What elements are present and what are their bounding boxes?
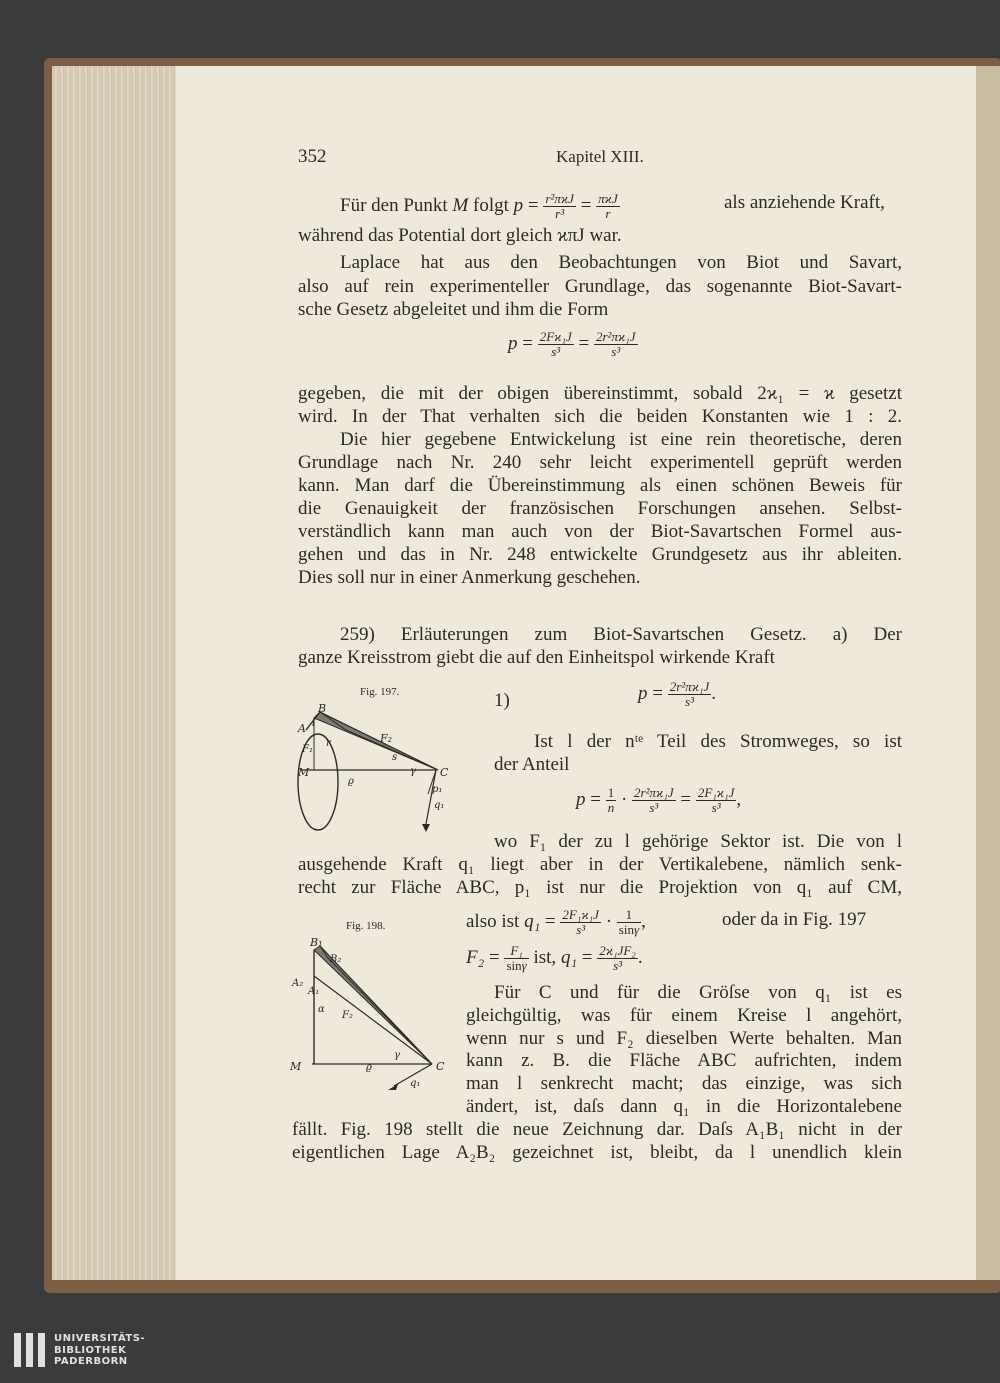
svg-text:C: C (436, 1060, 445, 1073)
text-line-2: während das Potential dort gleich ϰπJ war. (298, 225, 622, 246)
text-line-l-e: recht zur Fläche ABC, p₁ ist nur die Projektion von q₁ auf CM, (298, 877, 902, 898)
text-line-l-f-end: oder da in Fig. 197 (722, 909, 867, 930)
svg-text:α: α (318, 1004, 325, 1015)
svg-text:p₁: p₁ (432, 784, 443, 795)
svg-text:s: s (392, 752, 398, 763)
text-line-l-n: fällt. Fig. 198 stellt die neue Zeichnung dar. Daſs A₁B₁ nicht in der (292, 1119, 902, 1140)
text-line-l-l: man l senkrecht macht; das einzige, was sich (466, 1073, 902, 1094)
svg-text:ϱ: ϱ (348, 776, 354, 787)
text-line-l-a: Ist l der nᵗᵉ Teil des Stromweges, so ist (534, 731, 902, 752)
text-line-3: Laplace hat aus den Beobachtungen von Biot und Savart, (340, 252, 902, 273)
logo-bar-3 (38, 1333, 45, 1367)
text-line-6: gegeben, die mit der obigen übereinstimmt, sobald 2ϰ₁ = ϰ gesetzt (298, 383, 902, 404)
fig197-diagram (296, 700, 472, 834)
text-line-l-o: eigentlichen Lage A₂B₂ gezeichnet ist, bleibt, da l unendlich klein (292, 1142, 902, 1163)
equation-1-label: 1) (494, 690, 510, 711)
text-line-7: wird. In der That verhalten sich die beiden Konstanten wie 1 : 2. (298, 406, 902, 427)
text-line-5: sche Gesetz abgeleitet und ihm die Form (298, 299, 609, 320)
svg-text:M: M (298, 766, 310, 779)
svg-text:q₁: q₁ (410, 1078, 421, 1089)
svg-text:F₂: F₂ (342, 1010, 353, 1021)
svg-text:F₁: F₁ (302, 744, 313, 755)
library-logo-text: UNIVERSITÄTS- BIBLIOTHEK PADERBORN (54, 1333, 146, 1367)
text-line-l-d: ausgehende Kraft q₁ liegt aber in der Vertikalebene, nämlich senk- (298, 854, 902, 875)
svg-text:γ: γ (394, 1050, 400, 1061)
svg-text:M: M (290, 1060, 302, 1073)
text-line-l-m: ändert, ist, daſs dann q₁ in die Horizontalebene (466, 1096, 902, 1117)
fig197-caption: Fig. 197. (360, 686, 400, 698)
logo-bar-1 (14, 1333, 21, 1367)
page-stack (52, 66, 178, 1280)
svg-text:A: A (298, 722, 306, 735)
text-line-11: die Genauigkeit der französischen Forschungen ansehen. Selbst- (298, 498, 902, 519)
svg-text:l: l (312, 719, 315, 729)
text-line-1-end: als anziehende Kraft, (724, 192, 885, 213)
svg-text:F₂: F₂ (380, 732, 393, 745)
text-line-8: Die hier gegebene Entwickelung ist eine rein theoretische, deren (340, 429, 902, 450)
page-right-edge (976, 66, 1000, 1280)
text-line-14: Dies soll nur in einer Anmerkung geschehen. (298, 567, 641, 588)
text-line-l-h: Für C und für die Gröſse von q₁ ist es (494, 982, 902, 1003)
svg-text:C: C (440, 766, 449, 779)
svg-text:r: r (326, 738, 331, 749)
svg-text:B₂: B₂ (330, 954, 342, 965)
text-line-l-j: wenn nur s und F₂ dieselben Werte behalten. Man (466, 1028, 902, 1049)
page-number: 352 (298, 146, 327, 167)
fig198-caption: Fig. 198. (346, 920, 386, 932)
text-line-9: Grundlage nach Nr. 240 sehr leicht experimentell geprüft werden (298, 452, 902, 473)
logo-bar-2 (26, 1333, 33, 1367)
fig198-diagram (290, 936, 460, 1092)
svg-text:B: B (318, 702, 327, 715)
text-line-l-g: F₂ = $\frac{\text{F₁}}{\sin\gamma}$ ist, q₁ = $\frac{\text{2ϰ₁JF₂}}{\text{s³}}$ . (466, 943, 643, 973)
svg-text:q₁: q₁ (434, 800, 445, 811)
text-line-4: also auf rein experimenteller Grundlage, das sogenannte Biot-Savart- (298, 276, 902, 297)
section-heading-259: 259) Erläuterungen zum Biot-Savartschen Gesetz. a) Der (340, 624, 902, 645)
svg-text:A₁: A₁ (308, 986, 320, 997)
text-line-1: Für den Punkt M folgt p = $\frac{\text{r²πϰJ}}{\text{r³}}$ = $\frac{\text{πϰJ}}{r}$ (340, 191, 618, 221)
svg-text:γ: γ (410, 766, 416, 777)
text-line-10: kann. Man darf die Übereinstimmung als einen schönen Beweis für (298, 475, 902, 496)
text-line-12: verständlich kann man auch von der Biot-Savartschen Formel aus- (298, 521, 902, 542)
text-line-13: gehen und das in Nr. 248 entwickelte Grundgesetz aus ihr ableiten. (298, 544, 902, 565)
svg-text:B₁: B₁ (310, 936, 323, 949)
formula-biot-savart: p = $\frac{\text{2Fϰ₁J}}{\text{s³}}$ = $\frac{\text{2r²πϰ₁J}}{\text{s³}}$ (508, 329, 636, 359)
running-head: Kapitel XIII. (556, 147, 644, 166)
section-line-2: ganze Kreisstrom giebt die auf den Einheitspol wirkende Kraft (298, 647, 775, 668)
svg-text:ϱ: ϱ (366, 1062, 372, 1073)
text-line-l-c: wo F₁ der zu l gehörige Sektor ist. Die von l (494, 831, 902, 852)
equation-1: p = $\frac{\text{2r²πϰ₁J}}{\text{s³}}$ . (638, 679, 717, 709)
equation-anteil: p = $\frac{1}{n}$ · $\frac{\text{2r²πϰ₁J}}{\text{s³}}$ = $\frac{\text{2F₁ϰ₁J}}{\text{s³}}$ , (576, 785, 742, 815)
text-line-l-f: also ist q₁ = $\frac{\text{2F₁ϰ₁J}}{\text{s³}}$ · $\frac{1}{\sin\gamma}$ , (466, 907, 646, 937)
text-line-l-k: kann z. B. die Fläche ABC aufrichten, indem (466, 1050, 902, 1071)
text-line-l-b: der Anteil (494, 754, 570, 775)
svg-text:A₂: A₂ (292, 978, 304, 989)
text-line-l-i: gleichgültig, was für einem Kreise l angehört, (466, 1005, 902, 1026)
